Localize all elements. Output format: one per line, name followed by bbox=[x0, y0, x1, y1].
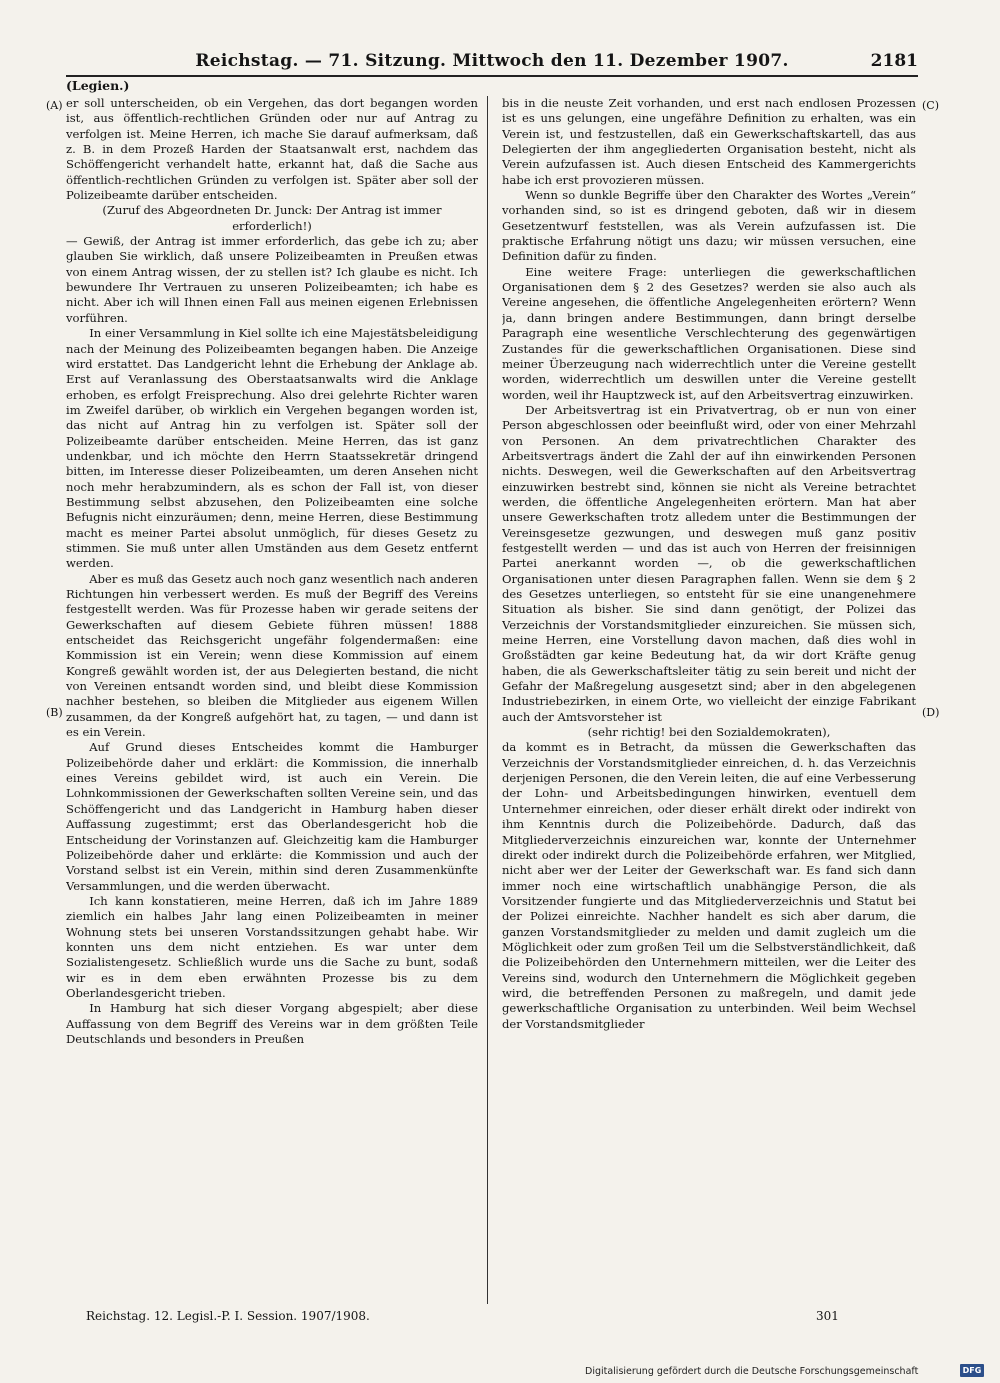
paragraph: da kommt es in Betracht, da müssen die Gewerkschaften das Verzeichnis der Vorstandsmitglieder einreichen, d. h. das Verzeichnis derjenigen Personen, die den Verein leiten, die auf eine Verbesserung der Lohn- und Arbeitsbedingungen hinwirken, eventuell dem Unternehmer einreichen, oder dieser erhält direkt oder indirekt von ihm Kenntnis durch die Polizeibehörde. Dadurch, daß das Mitgliederverzeichnis einzureichen war, konnte der Unternehmer direkt oder indirekt durch die Polizeibehörde erfahren, wer Mitglied, nicht aber wer der Leiter der Gewerkschaft war. Es fand sich dann immer noch eine wirtschaftlich unabhängige Person, die als Vorsitzender fungierte und das Mitgliederverzeichnis und Statut bei der Polizei einreichte. Nachher handelt es sich aber darum, die ganzen Vorstandsmitglieder zu melden und damit zugleich um die Möglichkeit oder zum großen Teil um die Selbstverständlichkeit, daß die Polizeibehörden den Unternehmern mitteilen, wer die Leiter des Vereins sind, wodurch den Unternehmern die Möglichkeit gegeben wird, die betreffenden Personen zu maßregeln, und damit jede gewerkschaftliche Organisation zu unterbinden. Weil beim Wechsel der Vorstandsmitglieder bbox=[502, 740, 916, 1031]
footer-session-info: Reichstag. 12. Legisl.-P. I. Session. 1907/1908. bbox=[86, 1309, 370, 1323]
margin-marker-c: (C) bbox=[922, 99, 939, 112]
interjection: (Zuruf des Abgeordneten Dr. Junck: Der Antrag ist immer erforderlich!) bbox=[102, 203, 442, 233]
left-column bbox=[66, 96, 478, 1302]
paragraph: Wenn so dunkle Begriffe über den Charakter des Wortes „Verein“ vorhanden sind, so ist es dringend geboten, daß wir in diesem Gesetzentwurf feststellen, was als Verein aufzufassen ist. Die praktische Erfahrung nötigt uns dazu; wir müssen versuchen, eine Definition dafür zu finden. bbox=[502, 188, 916, 264]
margin-marker-a: (A) bbox=[46, 99, 63, 112]
paragraph: er soll unterscheiden, ob ein Vergehen, das dort begangen worden ist, aus öffentlich-rechtlichen Gründen oder nur auf Antrag zu verfolgen ist. Meine Herren, ich mache Sie darauf aufmerksam, daß z. B. in dem Prozeß Harden der Staatsanwalt erst, nachdem das Schöffengericht verhandelt hatte, erkannt hat, daß die Sache aus öffentlich-rechtlichen Gründen zu verfolgen ist. Später aber soll der Polizeibeamte darüber entscheiden. bbox=[66, 96, 478, 203]
paragraph: Auf Grund dieses Entscheides kommt die Hamburger Polizeibehörde daher und erklärt: die Kommission, die innerhalb eines Vereins gebildet wird, ist auch ein Verein. Die Lohnkommissionen der Gewerkschaften sollten Vereine sein, und das Schöffengericht und das Landgericht in Hamburg haben dieser Auffassung zugestimmt; erst das Oberlandesgericht hob die Entscheidung der Vorinstanzen auf. Gleichzeitig kam die Hamburger Polizeibehörde daher und erklärte: die Kommission und auch der Vorstand selbst ist ein Verein, mithin sind deren Zusammenkünfte Versammlungen, und die werden überwacht. bbox=[66, 740, 478, 893]
paragraph: bis in die neuste Zeit vorhanden, und erst nach endlosen Prozessen ist es uns gelungen, eine ungefähre Definition zu erhalten, was ein Verein ist, und festzustellen, daß ein Gewerkschaftskartell, das aus Delegierten der ihm angegliederten Organisation besteht, nicht als Verein aufzufassen ist. Auch diesen Entscheid des Kammergerichts habe ich erst provozieren müssen. bbox=[502, 96, 916, 187]
paragraph: Eine weitere Frage: unterliegen die gewerkschaftlichen Organisationen dem § 2 des Gesetzes? werden sie also auch als Vereine angesehen, die öffentliche Angelegenheiten erörtern? Wenn ja, dann bringen andere Bestimmungen, dann bringt derselbe Paragraph eine wesentliche Verschlechterung des gegenwärtigen Zustandes für die gewerkschaftlichen Organisationen. Diese sind meiner Überzeugung nach widerrechtlich unter die Vereine gestellt worden, widerrechtlich um deswillen unter die Vereine gestellt worden, weil ihr Hauptzweck ist, auf den Arbeitsvertrag einzuwirken. bbox=[502, 264, 916, 402]
paragraph: — Gewiß, der Antrag ist immer erforderlich, das gebe ich zu; aber glauben Sie wirklich, daß unsere Polizeibeamten in Preußen etwas von einem Antrag wissen, der zu stellen ist? Ich glaube es nicht. Ich bewundere Ihr Vertrauen zu unseren Polizeibeamten; ich habe es nicht. Aber ich will Ihnen einen Fall aus meinen eigenen Erlebnissen vorführen. bbox=[66, 234, 478, 325]
right-column bbox=[502, 96, 916, 1302]
running-title: Reichstag. — 71. Sitzung. Mittwoch den 11. Dezember 1907. bbox=[195, 51, 789, 71]
paragraph: Aber es muß das Gesetz auch noch ganz wesentlich nach anderen Richtungen hin verbessert werden. Es muß der Begriff des Vereins festgestellt werden. Was für Prozesse haben wir gerade seitens der Gewerkschaften auf diesem Gebiete führen müssen! 1888 entscheidet das Reichsgericht ungefähr folgendermaßen: eine Kommission ist ein Verein; wenn diese Kommission auf einem Kongreß gewählt worden ist, der aus Delegierten bestand, die nicht von Vereinen entsandt worden sind, und bleibt diese Kommission nachher bestehen, so bleiben die Mitglieder aus eigenem Willen zusammen, da der Kongreß aufgehört hat, zu tagen, — und dann ist es ein Verein. bbox=[66, 571, 478, 740]
footer-sheet-number: 301 bbox=[816, 1309, 839, 1323]
column-divider bbox=[487, 96, 488, 1304]
margin-marker-b: (B) bbox=[46, 706, 63, 719]
page-header bbox=[66, 49, 918, 77]
paragraph: Ich kann konstatieren, meine Herren, daß ich im Jahre 1889 ziemlich ein halbes Jahr lang einen Polizeibeamten in meiner Wohnung stets bei unseren Vorstandssitzungen gehabt habe. Wir konnten uns dem nicht entziehen. Es war unter dem Sozialistengesetz. Schließlich wurde uns die Sache zu bunt, sodaß wir es in dem eben erwähnten Prozesse bis zu dem Oberlandesgericht trieben. bbox=[66, 893, 478, 1000]
margin-marker-d: (D) bbox=[922, 706, 940, 719]
dfg-logo-icon: DFG bbox=[960, 1364, 984, 1377]
speaker-name: (Legien.) bbox=[66, 78, 130, 93]
paragraph: In Hamburg hat sich dieser Vorgang abgespielt; aber diese Auffassung von dem Begriff des Vereins war in dem größten Teile Deutschlands und besonders in Preußen bbox=[66, 1001, 478, 1046]
page-number: 2181 bbox=[870, 51, 918, 71]
interjection: (sehr richtig! bei den Sozialdemokraten), bbox=[587, 725, 831, 740]
paragraph: Der Arbeitsvertrag ist ein Privatvertrag, ob er nun von einer Person abgeschlossen oder beeinflußt wird, oder von einer Mehrzahl von Personen. An dem privatrechtlichen Charakter des Arbeitsvertrags ändert die Zahl der auf ihn einwirkenden Personen nichts. Deswegen, weil die Gewerkschaften auf den Arbeitsvertrag einzuwirken bestrebt sind, können sie nicht als Vereine betrachtet werden, die öffentliche Angelegenheiten erörtern. Man hat aber unsere Gewerkschaften trotz alledem unter die Bestimmungen der Vereinsgesetze gezwungen, und deswegen muß ganz positiv festgestellt werden — und das ist auch von Herren der freisinnigen Partei anerkannt worden —, ob die gewerkschaftlichen Organisationen unter diesen Paragraphen fallen. Wenn sie dem § 2 des Gesetzes unterliegen, so entsteht für sie eine unangenehmere Situation als bisher. Sie sind dann genötigt, der Polizei das Verzeichnis der Vorstandsmitglieder einzureichen. Sie müssen sich, meine Herren, eine Vorstellung davon machen, daß dies wohl in Großstädten gar keine Bedeutung hat, da wir dort Kräfte genug haben, die als Gewerkschaftsleiter tätig zu sein bereit und nicht der Gefahr der Maßregelung ausgesetzt sind; aber in den abgelegenen Industriebezirken, in einem Orte, wo vielleicht der einzige Fabrikant auch der Amtsvorsteher ist bbox=[502, 402, 916, 724]
paragraph: In einer Versammlung in Kiel sollte ich eine Majestätsbeleidigung nach der Meinung des Polizeibeamten begangen haben. Die Anzeige wird erstattet. Das Landgericht lehnt die Erhebung der Anklage ab. Erst auf Veranlassung des Oberstaatsanwalts wird die Anklage erhoben, es erfolgt Freisprechung. Also drei gelehrte Richter waren im Zweifel darüber, ob wirklich ein Vergehen begangen worden ist, das nicht auf Antrag hin zu verfolgen ist. Später soll der Polizeibeamte darüber entscheiden. Meine Herren, das ist ganz undenkbar, und ich möchte den Herrn Staatssekretär dringend bitten, im Interesse dieser Polizeibeamten, um deren Ansehen nicht noch mehr herabzumindern, als es schon der Fall ist, von dieser Bestimmung selbst abzusehen, den Polizeibeamten eine solche Befugnis nicht einzuräumen; denn, meine Herren, diese Bestimmung macht es meiner Partei absolut unmöglich, für dieses Gesetz zu stimmen. Sie muß unter allen Umständen aus dem Gesetz entfernt werden. bbox=[66, 326, 478, 571]
digitization-note: Digitalisierung gefördert durch die Deutsche Forschungsgemeinschaft bbox=[585, 1366, 919, 1377]
